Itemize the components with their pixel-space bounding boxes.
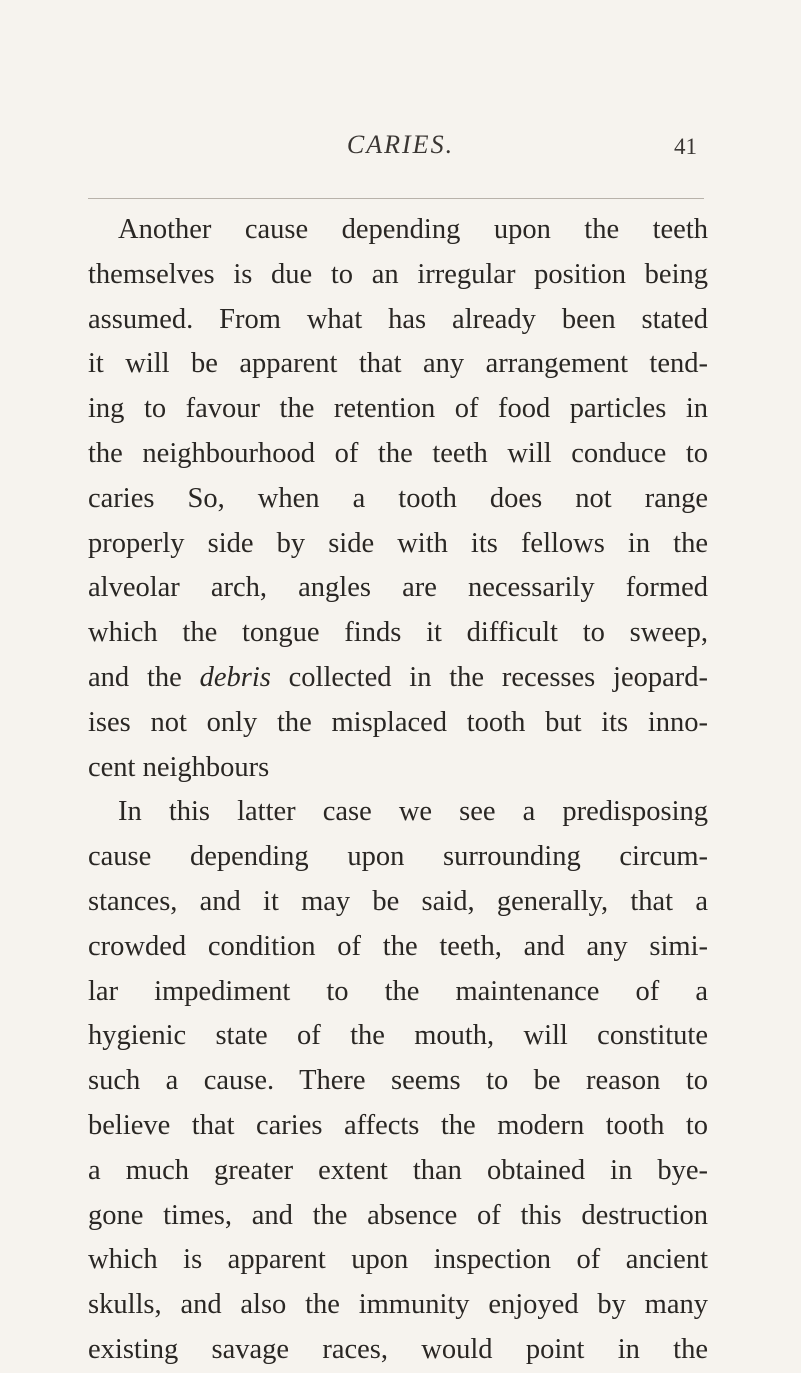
body-text bbox=[88, 208, 708, 1373]
text-line: crowded condition of the teeth, and any simi- bbox=[88, 930, 708, 962]
italic-word: debris bbox=[199, 661, 271, 693]
text-line: In this latter case we see a predisposing bbox=[118, 796, 708, 828]
text-line: ises not only the misplaced tooth but its inno- bbox=[88, 706, 708, 738]
text-line: lar impediment to the maintenance of a bbox=[88, 975, 708, 1007]
text-line: gone times, and the absence of this destruction bbox=[88, 1199, 708, 1231]
text-line: a much greater extent than obtained in bye- bbox=[88, 1154, 708, 1186]
text-line: properly side by side with its fellows in the bbox=[88, 527, 708, 559]
text-line: which is apparent upon inspection of ancient bbox=[88, 1244, 708, 1276]
text-line: assumed. From what has already been stated bbox=[88, 303, 708, 335]
text-line: ing to favour the retention of food particles in bbox=[88, 393, 708, 425]
text-line: it will be apparent that any arrangement tend- bbox=[88, 348, 708, 380]
header-rule bbox=[88, 198, 704, 199]
text-line: hygienic state of the mouth, will constitute bbox=[88, 1020, 708, 1052]
page-number: 41 bbox=[674, 134, 697, 159]
text-line: the neighbourhood of the teeth will conduce to bbox=[88, 437, 708, 469]
text-line: stances, and it may be said, generally, that a bbox=[88, 885, 708, 917]
text-line: cent neighbours bbox=[88, 751, 270, 783]
text-line: cause depending upon surrounding circum- bbox=[88, 841, 708, 873]
text-segment: collected in the recesses jeopard- bbox=[270, 661, 708, 693]
text-line: Another cause depending upon the teeth bbox=[118, 214, 708, 245]
running-title: CARIES. bbox=[346, 130, 455, 159]
text-line: which the tongue finds it difficult to sweep, bbox=[88, 617, 708, 649]
running-head bbox=[0, 130, 801, 170]
text-segment: and the bbox=[88, 661, 200, 693]
text-line: caries So, when a tooth does not range bbox=[88, 482, 708, 514]
text-line: skulls, and also the immunity enjoyed by many bbox=[88, 1289, 708, 1321]
text-line: such a cause. There seems to be reason to bbox=[88, 1065, 708, 1097]
text-line: alveolar arch, angles are necessarily formed bbox=[88, 572, 708, 604]
text-line: believe that caries affects the modern tooth to bbox=[88, 1109, 708, 1141]
text-line-with-italic bbox=[88, 656, 708, 701]
text-line: themselves is due to an irregular position being bbox=[88, 258, 708, 290]
text-line: existing savage races, would point in the bbox=[88, 1333, 708, 1365]
